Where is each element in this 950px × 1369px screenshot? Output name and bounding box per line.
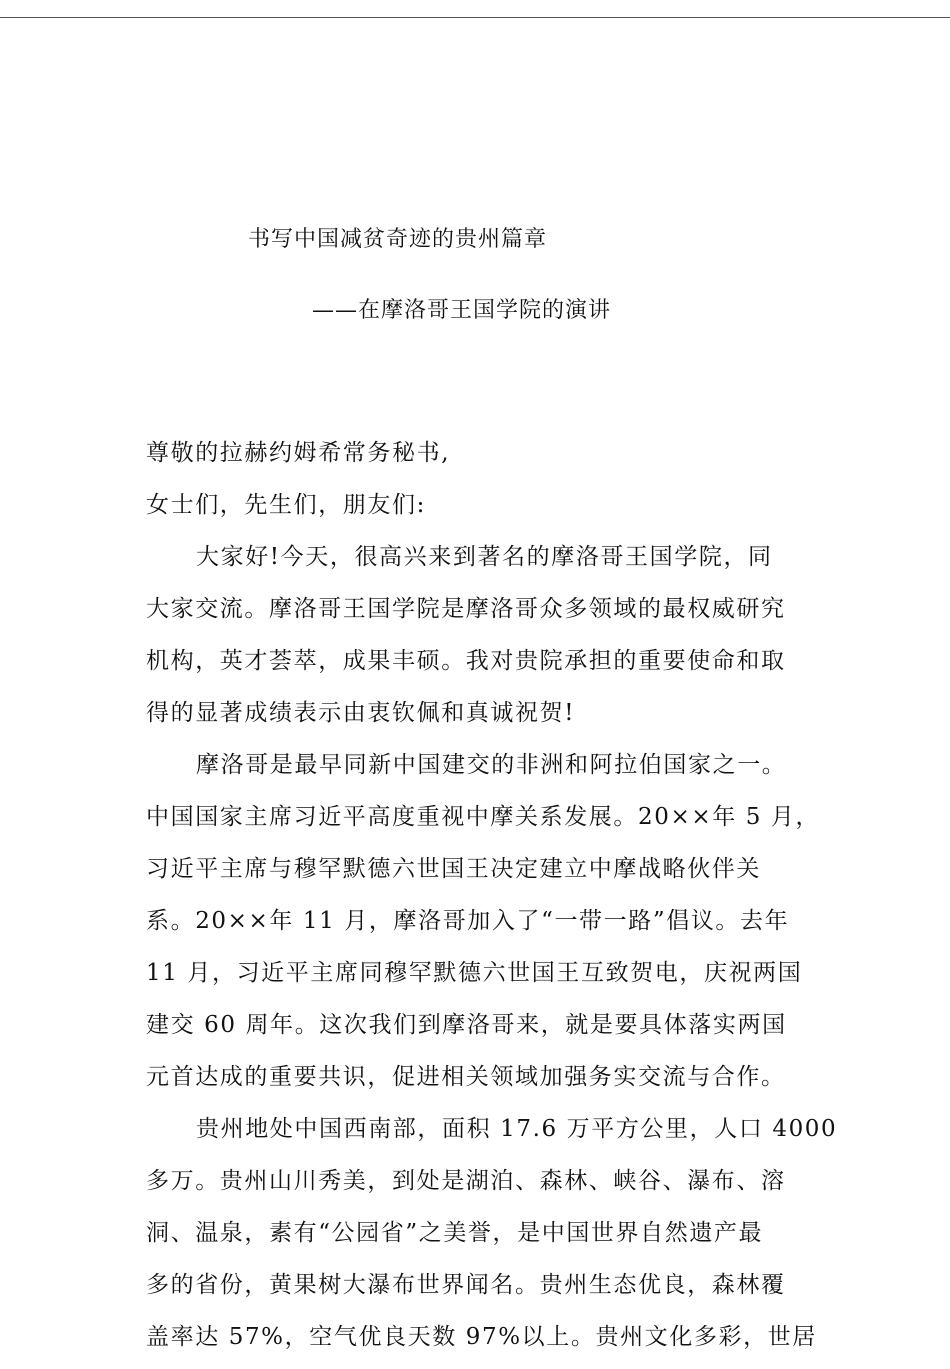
paragraph-line: 盖率达 57%，空气优良天数 97%以上。贵州文化多彩，世居 xyxy=(146,1324,817,1350)
speech-body xyxy=(146,433,846,1369)
paragraph-line: 大家好!今天，很高兴来到著名的摩洛哥王国学院，同 xyxy=(196,544,773,570)
paragraph-line: 大家交流。摩洛哥王国学院是摩洛哥众多领域的最权威研究 xyxy=(146,596,786,622)
paragraph-line: 11 月，习近平主席同穆罕默德六世国王互致贺电，庆祝两国 xyxy=(146,960,803,986)
paragraph-line: 得的显著成绩表示由衷钦佩和真诚祝贺! xyxy=(146,700,576,726)
paragraph-line: 洞、温泉，素有“公园省”之美誉，是中国世界自然遗产最 xyxy=(146,1220,764,1246)
header-rule xyxy=(0,17,950,18)
paragraph-line: 建交 60 周年。这次我们到摩洛哥来，就是要具体落实两国 xyxy=(146,1012,787,1038)
paragraph-line: 中国国家主席习近平高度重视中摩关系发展。20××年 5 月， xyxy=(146,804,821,830)
paragraph-line: 习近平主席与穆罕默德六世国王决定建立中摩战略伙伴关 xyxy=(146,856,761,882)
paragraph-line: 元首达成的重要共识，促进相关领域加强务实交流与合作。 xyxy=(146,1064,786,1090)
paragraph-line: 贵州地处中国西南部，面积 17.6 万平方公里，人口 4000 xyxy=(196,1116,838,1142)
salutation-line: 尊敬的拉赫约姆希常务秘书, xyxy=(146,440,451,466)
paragraph-line: 系。20××年 11 月，摩洛哥加入了“一带一路”倡议。去年 xyxy=(146,908,790,934)
paragraph-line: 多的省份，黄果树大瀑布世界闻名。贵州生态优良，森林覆 xyxy=(146,1272,786,1298)
paragraph-line: 机构，英才荟萃，成果丰硕。我对贵院承担的重要使命和取 xyxy=(146,648,786,674)
document-subtitle: ——在摩洛哥王国学院的演讲 xyxy=(312,298,612,323)
paragraph-line: 摩洛哥是最早同新中国建交的非洲和阿拉伯国家之一。 xyxy=(196,752,787,778)
paragraph-line: 多万。贵州山川秀美，到处是湖泊、森林、峡谷、瀑布、溶 xyxy=(146,1168,786,1194)
salutation-line: 女士们，先生们，朋友们: xyxy=(146,492,426,518)
document-title: 书写中国减贫奇迹的贵州篇章 xyxy=(248,227,548,252)
